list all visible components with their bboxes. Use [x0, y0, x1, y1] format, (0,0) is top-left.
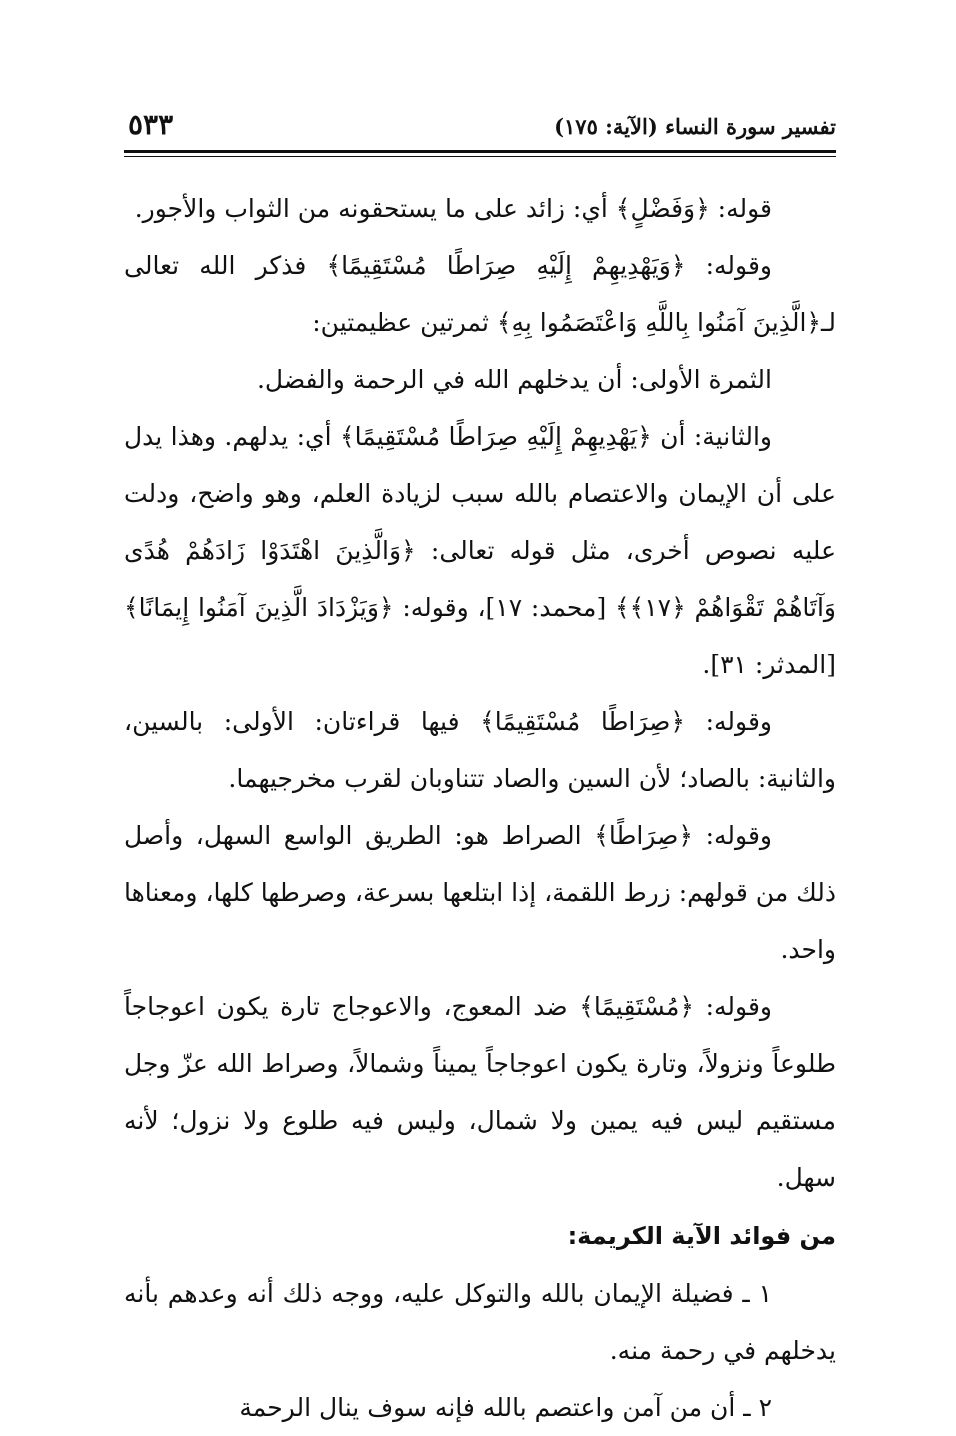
header-rule-thin	[124, 156, 836, 157]
running-header	[124, 108, 836, 148]
paragraph-fadl: قوله: ﴿وَفَضْلٍ﴾ أي: زائد على ما يستحقونه من الثواب والأجور.	[134, 194, 772, 223]
benefit-item-2: ٢ ـ أن من آمن واعتصم بالله فإنه سوف ينال الرحمة	[239, 1393, 772, 1422]
header-title: تفسير سورة النساء (الآية: ١٧٥)	[554, 114, 836, 139]
page-number: ٥٣٣	[128, 108, 174, 141]
paragraph-yahdihim: وقوله: ﴿وَيَهْدِيهِمْ إِلَيْهِ صِرَاطًا مُسْتَقِيمًا﴾ فذكر الله تعالى لـ﴿الَّذِينَ آمَنُوا بِاللَّهِ وَاعْتَصَمُوا بِهِ﴾ ثمرتين عظيمتين:	[124, 251, 836, 337]
paragraph-first-fruit: الثمرة الأولى: أن يدخلهم الله في الرحمة والفضل.	[256, 365, 772, 394]
paragraph-second-fruit: والثانية: أن ﴿يَهْدِيهِمْ إِلَيْهِ صِرَاطًا مُسْتَقِيمًا﴾ أي: يدلهم. وهذا يدل على أن الإيمان والاعتصام بالله سبب لزيادة العلم، وهو واضح، ودلت عليه نصوص أخرى، مثل قوله تعالى: ﴿وَالَّذِينَ اهْتَدَوْا زَادَهُمْ هُدًى وَآتَاهُمْ تَقْوَاهُمْ ﴿١٧﴾﴾ [محمد: ١٧]، وقوله: ﴿وَيَزْدَادَ الَّذِينَ آمَنُوا إِيمَانًا﴾ [المدثر: ٣١].	[124, 422, 836, 679]
page-body	[124, 180, 836, 1436]
header-rule-thick	[124, 150, 836, 153]
paragraph-two-readings: وقوله: ﴿صِرَاطًا مُسْتَقِيمًا﴾ فيها قراءتان: الأولى: بالسين، والثانية: بالصاد؛ لأن السين والصاد تتناوبان لقرب مخرجيهما.	[124, 707, 836, 793]
benefit-item-1: ١ ـ فضيلة الإيمان بالله والتوكل عليه، ووجه ذلك أنه وعدهم بأنه يدخلهم في رحمة منه.	[124, 1279, 836, 1365]
section-heading-benefits: من فوائد الآية الكريمة:	[567, 1222, 836, 1250]
paragraph-mustaqim-meaning: وقوله: ﴿مُسْتَقِيمًا﴾ ضد المعوج، والاعوجاج تارة يكون اعوجاجاً طلوعاً ونزولاً، وتارة يكون اعوجاجاً يميناً وشمالاً، وصراط الله عزّ وجل مستقيم ليس فيه يمين ولا شمال، وليس فيه طلوع ولا نزول؛ لأنه سهل.	[124, 992, 836, 1192]
paragraph-sirat-meaning: وقوله: ﴿صِرَاطًا﴾ الصراط هو: الطريق الواسع السهل، وأصل ذلك من قولهم: زرط اللقمة، إذا ابتلعها بسرعة، وصرطها كلها، ومعناها واحد.	[124, 821, 836, 964]
